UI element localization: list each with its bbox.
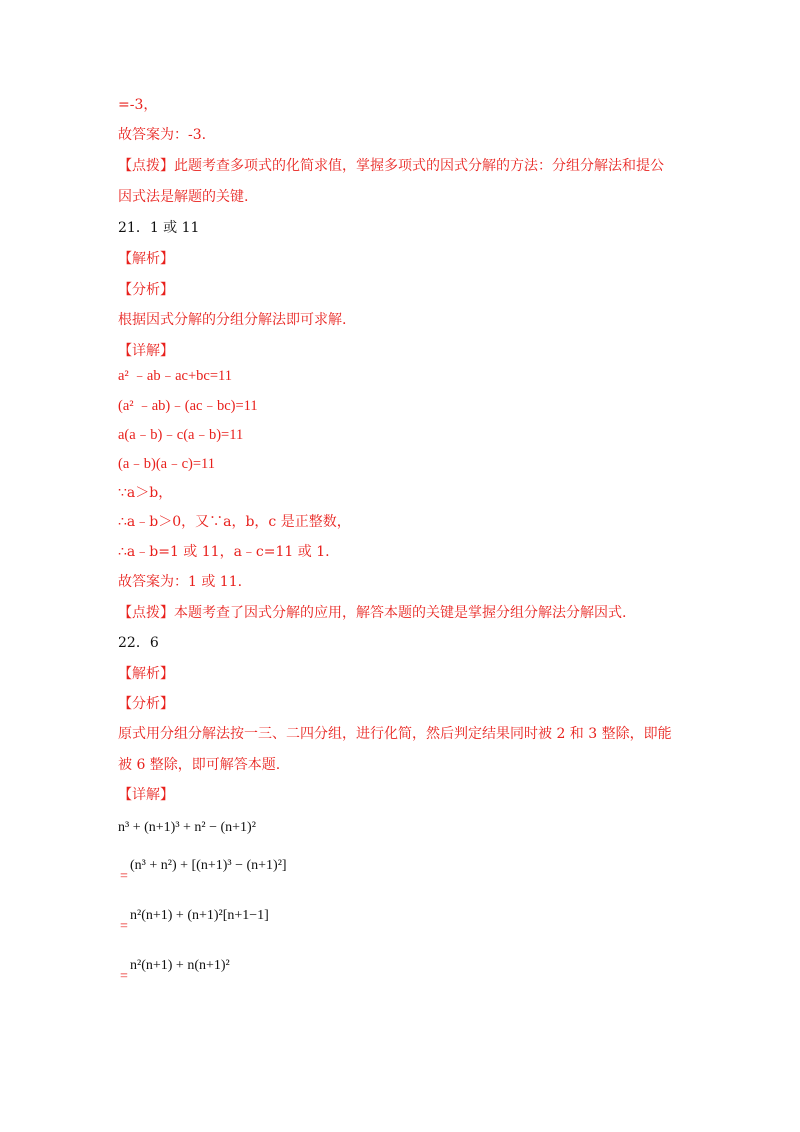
equation-2: (n³ + n²) + [(n+1)³ − (n+1)²] [130,858,287,873]
analysis-heading: 【解析】 [118,251,174,267]
math-step-2-text: (a² ﹣ab)﹣(ac﹣bc)=11 [118,398,258,414]
equals-sign-2: = [120,919,128,934]
equals-sign-1: = [120,869,128,884]
math-step-3 [118,425,243,445]
question-22-answer: 22．6 [118,635,159,651]
math-step-2 [118,396,258,416]
comment-line-21: 【点拨】本题考查了因式分解的应用，解答本题的关键是掌握分组分解法分解因式. [118,605,627,621]
answer-line-21: 故答案为：1 或 11. [118,574,243,590]
detail-heading: 【详解】 [118,343,174,359]
math-step-1-text: a² ﹣ab﹣ac+bc=11 [118,368,232,384]
fenxi-heading: 【分析】 [118,282,174,298]
equation-1: n³ + (n+1)³ + n² − (n+1)² [118,820,256,835]
equals-sign-3: = [120,969,128,984]
comment-line: 【点拨】此题考查多项式的化简求值，掌握多项式的因式分解的方法：分组分解法和提公 [118,158,664,174]
math-step-4-text: (a﹣b)(a﹣c)=11 [118,456,216,472]
result-line: =-3， [118,97,158,113]
detail-heading-22: 【详解】 [118,787,174,803]
question-21-answer: 21．1 或 11 [118,220,200,236]
therefore-line-1: ∴a﹣b＞0，又∵a，b，c 是正整数， [118,514,351,530]
comment-line-cont: 因式法是解题的关键. [118,189,249,205]
equation-4: n²(n+1) + n(n+1)² [130,958,230,973]
math-step-1 [118,366,232,386]
equation-3: n²(n+1) + (n+1)²[n+1−1] [130,908,269,923]
therefore-line-2: ∴a﹣b=1 或 11，a﹣c=11 或 1. [118,544,330,560]
math-step-3-text: a(a﹣b)﹣c(a﹣b)=11 [118,427,244,443]
fenxi-text-22-cont: 被 6 整除，即可解答本题. [118,757,281,773]
analysis-heading-22: 【解析】 [118,666,174,682]
because-line: ∵a＞b， [118,485,173,501]
math-step-4 [118,454,215,474]
fenxi-heading-22: 【分析】 [118,696,174,712]
answer-line: 故答案为：-3. [118,127,207,143]
fenxi-text-22: 原式用分组分解法按一三、二四分组，进行化简，然后判定结果同时被 2 和 3 整除，即能 [118,726,672,742]
fenxi-text: 根据因式分解的分组分解法即可求解. [118,312,347,328]
